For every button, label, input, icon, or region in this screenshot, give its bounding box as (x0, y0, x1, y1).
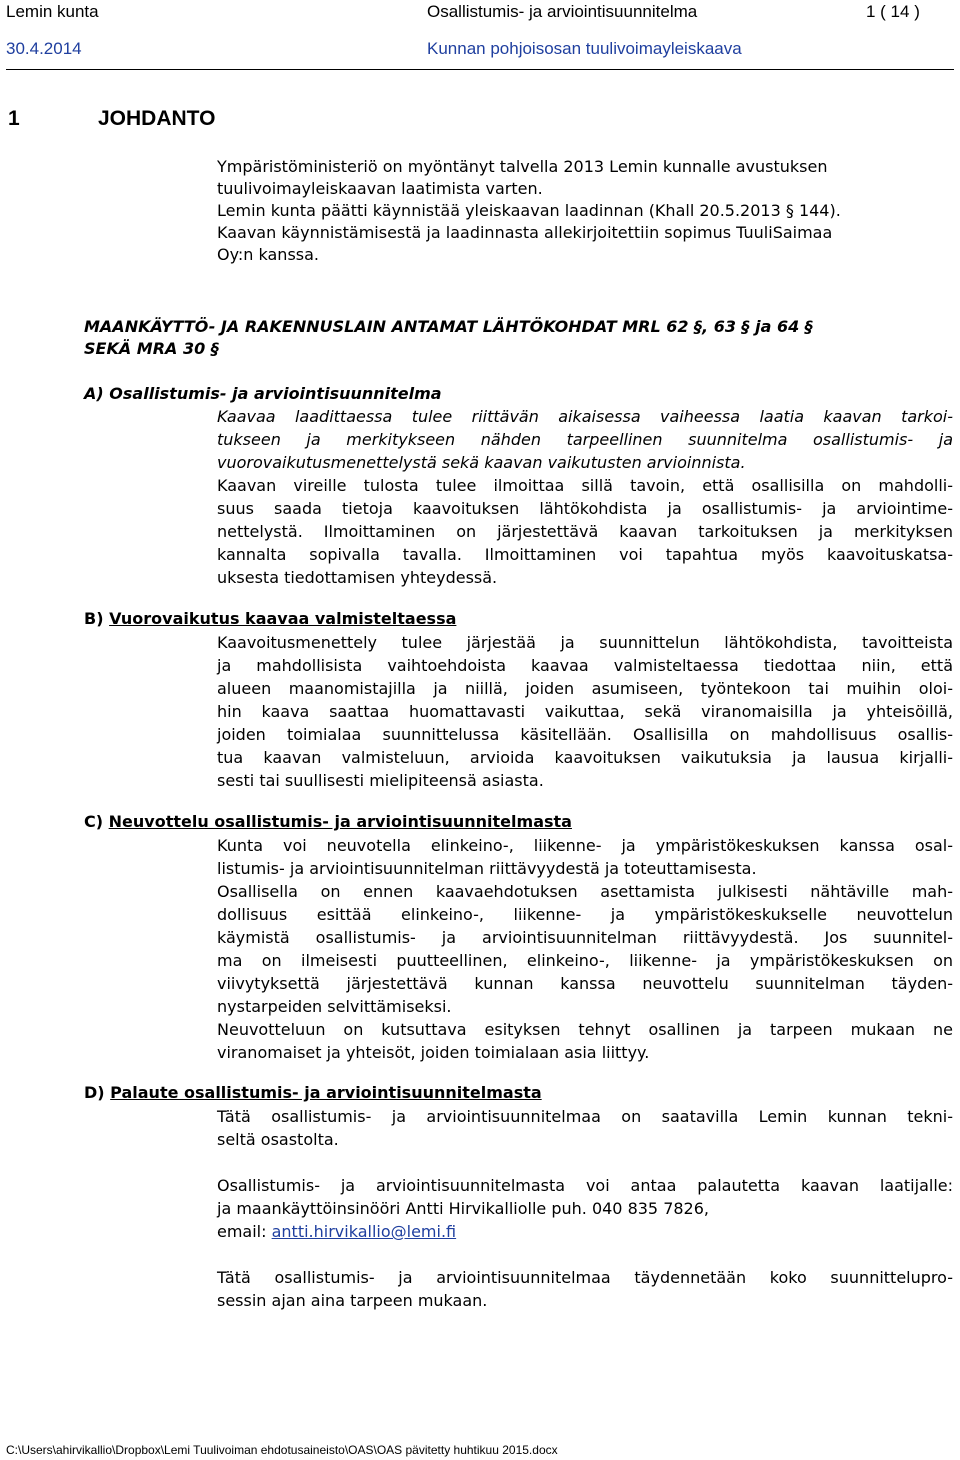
text-line: käymistä osallistumis- ja arviointisuunnitelman riittävyydestä. Jos suunnitel- (217, 928, 953, 947)
text-line: sessin ajan aina tarpeen mukaan. (217, 1291, 488, 1310)
section-a-heading (84, 383, 442, 405)
text-line: alueen maanomistajilla ja niillä, joiden asumiseen, työntekoon tai muihin oloi- (217, 679, 953, 698)
paragraph-gap (217, 1243, 953, 1266)
section-c-title: Neuvottelu osallistumis- ja arviointisuunnitelmasta (108, 812, 572, 831)
header-project: Kunnan pohjoisosan tuulivoimayleiskaava (427, 39, 742, 58)
intro-line: Ympäristöministeriö on myöntänyt talvella 2013 Lemin kunnalle avustuksen (217, 157, 828, 176)
section-a-body (217, 405, 953, 474)
section-c-body (217, 834, 953, 1064)
section-b-title: Vuorovaikutus kaavaa valmisteltaessa (109, 609, 457, 628)
text-line: tukseen ja merkitykseen nähden tarpeellinen suunnitelma osallistumis- ja (217, 430, 953, 449)
email-line (217, 1220, 953, 1243)
text-line: kannalta sopivalla tavalla. Ilmoittaminen voi tapahtua myös kaavoituskatsa- (217, 545, 953, 564)
text-line: ja mahdollisista vaihtoehdoista kaavaa valmisteltaessa tiedottaa niin, että (217, 656, 953, 675)
text-line: nystarpeiden selvittämiseksi. (217, 997, 452, 1016)
text-line: Kaavaa laadittaessa tulee riittävän aikaisessa vaiheessa laatia kaavan tarkoi- (217, 407, 953, 426)
text-line: Kaavan vireille tulosta tulee ilmoittaa sillä tavoin, että osallisilla on mahdolli- (217, 476, 953, 495)
text-line: uksesta tiedottamisen yhteydessä. (217, 568, 498, 587)
section-c-letter: C) (84, 812, 104, 831)
text-line: ja maankäyttöinsinööri Antti Hirvikalliolle puh. 040 835 7826, (217, 1199, 709, 1218)
email-link[interactable]: antti.hirvikallio@lemi.fi (271, 1222, 457, 1241)
section-d-letter: D) (84, 1083, 105, 1102)
intro-line: Kaavan käynnistämisestä ja laadinnasta allekirjoitettiin sopimus TuuliSaimaa (217, 223, 833, 242)
text-line: viivytyksettä järjestettävä kunnan kanssa neuvottelu suunnitelman täyden- (217, 974, 953, 993)
intro-line: tuulivoimayleiskaavan laatimista varten. (217, 179, 543, 198)
text-line: Osallistumis- ja arviointisuunnitelmasta voi antaa palautetta kaavan laatijalle: (217, 1176, 953, 1195)
text-line: Kunta voi neuvotella elinkeino-, liikenne- ja ympäristökeskuksen kanssa osal- (217, 836, 953, 855)
section-b-body (217, 631, 953, 792)
chapter-title: JOHDANTO (98, 107, 216, 130)
section-d-body (217, 1105, 953, 1312)
legal-heading-line: MAANKÄYTTÖ- JA RAKENNUSLAIN ANTAMAT LÄHTÖKOHDAT MRL 62 §, 63 § ja 64 § (84, 317, 813, 336)
header-org: Lemin kunta (6, 2, 99, 21)
legal-heading (84, 316, 813, 360)
text-line: seltä osastolta. (217, 1130, 339, 1149)
text-line: suus saada tietoja kaavoituksen lähtökohdista ja osallistumis- ja arviointime- (217, 499, 953, 518)
section-a-body-2 (217, 474, 953, 589)
text-line: Kaavoitusmenettely tulee järjestää ja suunnittelun lähtökohdista, tavoitteista (217, 633, 953, 652)
text-line: viranomaiset ja yhteisöt, joiden toimialaan asia liittyy. (217, 1043, 650, 1062)
paragraph-gap (217, 1151, 953, 1174)
intro-line: Oy:n kanssa. (217, 245, 320, 264)
text-line: listumis- ja arviointisuunnitelman riittävyydestä ja toteuttamisesta. (217, 859, 757, 878)
section-a-title: Osallistumis- ja arviointisuunnitelma (109, 384, 442, 403)
section-b-letter: B) (84, 609, 104, 628)
header-page-number: 1 ( 14 ) (866, 2, 920, 21)
text-line: Neuvotteluun on kutsuttava esityksen tehnyt osallinen ja tarpeen mukaan ne (217, 1020, 953, 1039)
footer-file-path: C:\Users\ahirvikallio\Dropbox\Lemi Tuulivoiman ehdotusaineisto\OAS\OAS pävitetty huhtikuu 2015.docx (6, 1443, 558, 1457)
text-line: tua kaavan valmisteluun, arvioida kaavoituksen vaikutuksia ja lausua kirjalli- (217, 748, 953, 767)
intro-line: Lemin kunta päätti käynnistää yleiskaavan laadinnan (Khall 20.5.2013 § 144). (217, 201, 841, 220)
text-line: Tätä osallistumis- ja arviointisuunnitelmaa täydennetään koko suunnittelupro- (217, 1268, 953, 1287)
email-label: email: (217, 1222, 267, 1241)
text-line: Osallisella on ennen kaavaehdotuksen asettamista julkisesti nähtäville mah- (217, 882, 953, 901)
header-date: 30.4.2014 (6, 39, 82, 58)
text-line: nettelystä. Ilmoittaminen on järjestettävä kaavan tarkoituksen ja merkityksen (217, 522, 953, 541)
text-line: Tätä osallistumis- ja arviointisuunnitelmaa on saatavilla Lemin kunnan tekni- (217, 1107, 953, 1126)
text-line: dollisuus esittää elinkeino-, liikenne- ja ympäristökeskukselle neuvottelun (217, 905, 953, 924)
text-line: joiden toimialaa suunnittelussa käsitellään. Osallisilla on mahdollisuus osallis- (217, 725, 953, 744)
text-line: sesti tai suullisesti mielipiteensä asiasta. (217, 771, 544, 790)
text-line: vuorovaikutusmenettelystä sekä kaavan vaikutusten arvioinnista. (217, 453, 746, 472)
chapter-number: 1 (8, 107, 20, 130)
section-c-heading (84, 811, 572, 833)
intro-paragraph (217, 156, 841, 266)
section-b-heading (84, 608, 456, 630)
legal-heading-line: SEKÄ MRA 30 § (84, 339, 219, 358)
header-doc-title: Osallistumis- ja arviointisuunnitelma (427, 2, 698, 21)
section-d-heading (84, 1082, 542, 1104)
section-a-letter: A) (84, 384, 104, 403)
text-line: ma on ilmeisesti puutteellinen, elinkeino-, liikenne- ja ympäristökeskuksen on (217, 951, 953, 970)
section-d-title: Palaute osallistumis- ja arviointisuunnitelmasta (110, 1083, 542, 1102)
text-line: hin kaava saattaa huomattavasti vaikuttaa, sekä viranomaisilla ja yhteisöillä, (217, 702, 953, 721)
header-rule (6, 69, 954, 70)
